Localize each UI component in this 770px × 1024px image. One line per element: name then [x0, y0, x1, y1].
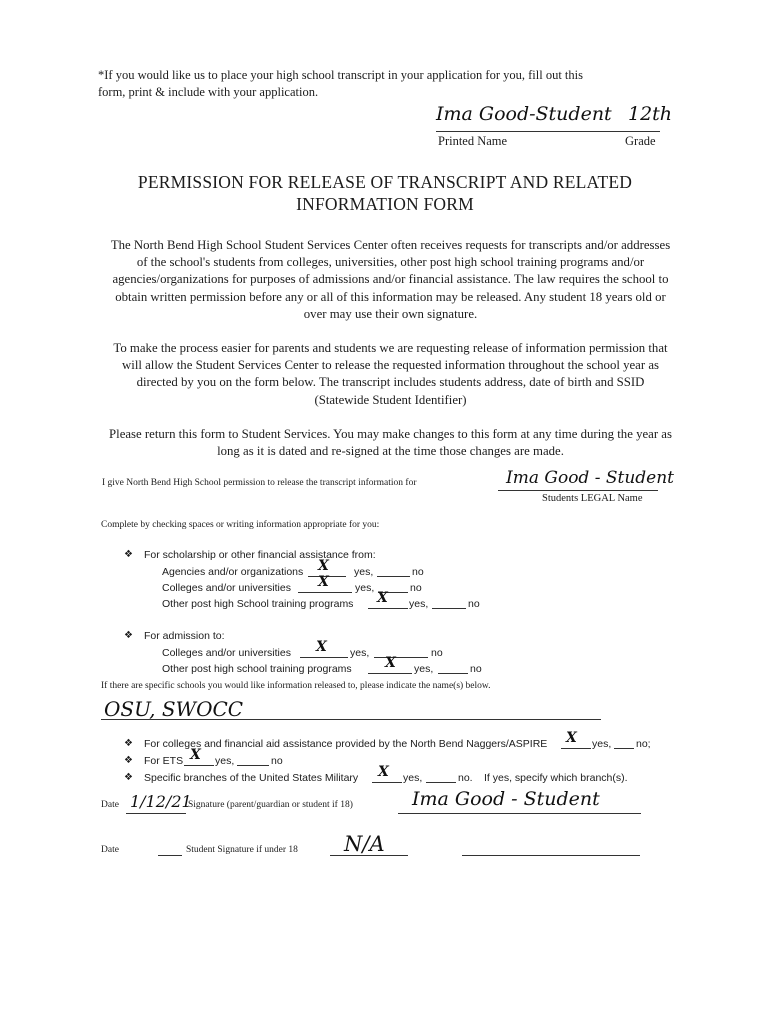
military-bullet: ❖ [124, 772, 133, 783]
signature-date-label: Date [101, 800, 119, 810]
aspire-yes-line [561, 748, 591, 749]
scholarship-training-yes: yes, [409, 598, 429, 610]
military-label: Specific branches of the United States Military [144, 772, 359, 784]
specific-schools-value: OSU, SWOCC [104, 697, 244, 721]
admission-training-yes: yes, [414, 663, 434, 675]
ets-no-line [237, 765, 269, 766]
signature-value: Ima Good - Student [412, 788, 600, 810]
scholarship-agencies-label: Agencies and/or organizations [162, 566, 304, 578]
military-no-line [426, 782, 456, 783]
aspire-yes: yes, [592, 738, 612, 750]
legal-name-label: Students LEGAL Name [542, 493, 643, 504]
student-legal-name-value: Ima Good - Student [506, 468, 675, 488]
printed-name-value: Ima Good-Student [436, 103, 612, 125]
signature-date-line [126, 813, 186, 814]
scholarship-training-yes-line [368, 608, 408, 609]
scholarship-colleges-label: Colleges and/or universities [162, 582, 291, 594]
scholarship-training-check[interactable]: X [377, 590, 388, 606]
paragraph-process: To make the process easier for parents and students we are requesting release of information permission that will allow the Student Services Center to release the requested information throughout the school year as directed by you on the form below. The transcript includes students address, date of birth and SSID (Statewide Student Identifier) [113, 341, 668, 407]
ets-no: no [271, 755, 283, 767]
student-signature-value: N/A [344, 832, 385, 856]
instructions-text: Complete by checking spaces or writing information appropriate for you: [101, 520, 380, 530]
scholarship-agencies-yes: yes, [354, 566, 374, 578]
grade-value: 12th [628, 103, 673, 125]
admission-colleges-check[interactable]: X [316, 639, 327, 655]
signature-line [398, 813, 641, 814]
admission-training-yes-line [368, 673, 412, 674]
scholarship-agencies-check[interactable]: X [318, 558, 329, 574]
intro-line-1: *If you would like us to place your high school transcript in your application for you, fill out this [98, 68, 583, 82]
form-title-line-2: INFORMATION FORM [296, 194, 474, 214]
scholarship-colleges-yes: yes, [355, 582, 375, 594]
scholarship-training-no-line [432, 608, 466, 609]
student-signature-extra-line [462, 855, 640, 856]
military-no: no. [458, 772, 473, 784]
specific-schools-label: If there are specific schools you would like information released to, please indicate the name(s) below. [101, 681, 491, 691]
admission-colleges-no: no [431, 647, 443, 659]
admission-bullet: ❖ [124, 630, 133, 641]
admission-colleges-yes: yes, [350, 647, 370, 659]
ets-yes: yes, [215, 755, 235, 767]
paragraph-requests: The North Bend High School Student Services Center often receives requests for transcripts and/or addresses of the school's students from colleges, universities, other post high school training programs and/or agencies/organizations for purposes of admissions and/or financial assistance. The law requires the school to obtain written permission before any or all of this information may be released. Any student 18 years old or over may use their own signature. [110, 238, 671, 321]
ets-check[interactable]: X [190, 747, 201, 763]
scholarship-colleges-no: no [410, 582, 422, 594]
printed-name-label: Printed Name [438, 134, 508, 148]
admission-colleges-yes-line [300, 657, 348, 658]
scholarship-colleges-yes-line [298, 592, 352, 593]
military-check[interactable]: X [378, 764, 389, 780]
admission-training-no-line [438, 673, 468, 674]
admission-training-check[interactable]: X [385, 655, 396, 671]
admission-heading: For admission to: [144, 630, 225, 642]
specific-schools-line [101, 719, 601, 720]
admission-training-label: Other post high school training programs [162, 663, 352, 675]
ets-label: For ETS [144, 755, 184, 767]
student-signature-date-line [158, 855, 182, 856]
scholarship-agencies-no-line [377, 576, 410, 577]
scholarship-training-no: no [468, 598, 480, 610]
form-title-line-1: PERMISSION FOR RELEASE OF TRANSCRIPT AND RELATED [137, 172, 633, 192]
student-signature-line [330, 855, 408, 856]
ets-bullet: ❖ [124, 755, 133, 766]
signature-date-value: 1/12/21 [130, 792, 192, 811]
admission-colleges-no-line [374, 657, 428, 658]
scholarship-heading: For scholarship or other financial assistance from: [144, 549, 376, 561]
grade-label: Grade [625, 134, 656, 148]
aspire-bullet: ❖ [124, 738, 133, 749]
scholarship-bullet: ❖ [124, 549, 133, 560]
legal-name-line [498, 490, 658, 491]
student-signature-date-label: Date [101, 845, 119, 855]
scholarship-training-label: Other post high School training programs [162, 598, 354, 610]
scholarship-agencies-no: no [412, 566, 424, 578]
aspire-no-line [614, 748, 634, 749]
scholarship-colleges-check[interactable]: X [318, 574, 329, 590]
printed-name-line [436, 131, 660, 132]
ets-yes-line [184, 765, 214, 766]
admission-training-no: no [470, 663, 482, 675]
admission-colleges-label: Colleges and/or universities [162, 647, 291, 659]
military-branch-note: If yes, specify which branch(s). [484, 772, 628, 784]
permission-text: I give North Bend High School permission to release the transcript information for [102, 478, 417, 488]
student-signature-label: Student Signature if under 18 [186, 845, 298, 855]
paragraph-return: Please return this form to Student Services. You may make changes to this form at any time during the year as long as it is dated and re-signed at the time those changes are made. [109, 427, 672, 459]
military-yes: yes, [403, 772, 423, 784]
signature-label: Signature (parent/guardian or student if 18) [188, 800, 353, 810]
aspire-no: no; [636, 738, 651, 750]
aspire-check[interactable]: X [566, 730, 577, 746]
intro-line-2: form, print & include with your application. [98, 85, 319, 99]
military-yes-line [372, 782, 402, 783]
aspire-label: For colleges and financial aid assistance provided by the North Bend Naggers/ASPIRE [144, 738, 548, 750]
